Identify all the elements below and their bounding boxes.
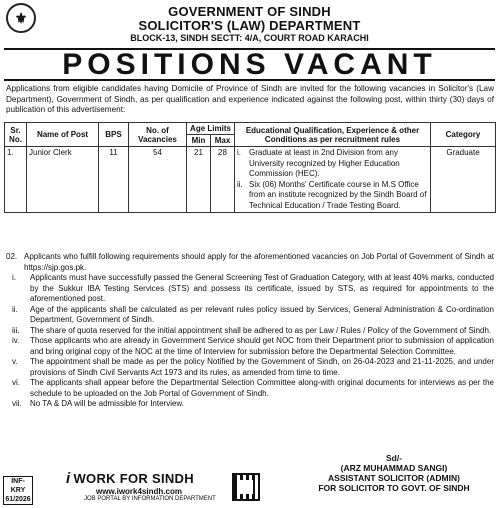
col-header-qualification: Educational Qualification, Experience & other Conditions as per recruitment rules	[235, 123, 431, 147]
list-item-text: Age of the applicants shall be calculated as per relevant rules policy issued by Services, General Administration & Co-ordination Department, Government of Sindh.	[30, 304, 494, 324]
list-item-number: v.	[12, 357, 18, 366]
work-for-sindh-mark: i	[66, 470, 71, 487]
header-line-department: SOLICITOR'S (LAW) DEPARTMENT	[138, 18, 361, 33]
qualification-item	[237, 148, 428, 180]
cell-bps: 11	[99, 147, 129, 213]
work-for-sindh-title: WORK FOR SINDH	[73, 471, 194, 486]
paragraph-number: 02.	[6, 252, 18, 261]
publication-code-line: INF-KRY	[10, 478, 26, 494]
list-item	[6, 357, 494, 378]
list-item	[6, 273, 494, 305]
col-header-vacancies: No. of Vacancies	[129, 123, 187, 147]
list-item	[6, 336, 494, 357]
signature-sd: Sd/-	[385, 453, 403, 463]
col-header-category: Category	[431, 123, 496, 147]
list-item	[6, 326, 494, 337]
list-item-text: Applicants must have successfully passed the General Screening Test of Graduation Category, with at least 40% marks, conducted by the Sukkur IBA Testing Services (STS) and possess its certificate, issued by STS, as required for appointments to the aforementioned post.	[30, 273, 494, 303]
paragraph-text: Applicants who fulfill following requirements should apply for the aforementioned vacancies on Job Portal of Government of Sindh at https://sjp.gos.pk.	[24, 252, 494, 272]
conditions-section	[6, 252, 494, 410]
cell-age-min: 21	[187, 147, 211, 213]
intro-paragraph: Applications from eligible candidates having Domicile of Province of Sindh are invited for the following vacancies in Solicitor's (Law Department), Government of Sindh, as per qualification and experience indicated against the following post, within thirty (30) days of publication of this advertisement:	[6, 84, 494, 114]
qualification-item	[237, 180, 428, 212]
list-item	[6, 399, 494, 410]
publication-code-line: 61/2026	[5, 496, 31, 503]
list-item	[6, 378, 494, 399]
col-header-bps: BPS	[99, 123, 129, 147]
header-line-address: BLOCK-13, SINDH SECTT: 4/A, COURT ROAD KARACHI	[130, 33, 369, 43]
qualification-number: ii.	[237, 179, 243, 189]
list-item-number: iv.	[12, 336, 20, 345]
list-item-text: The share of quota reserved for the initial appointment shall be adhered to as per Law / Rules / Policy of the Government of Sindh.	[30, 325, 492, 335]
list-item-number: i.	[12, 273, 16, 282]
work-for-sindh-wordmark	[66, 470, 246, 487]
government-seal-icon: ⚜	[6, 3, 36, 33]
signatory-for: FOR SOLICITOR TO GOVT. OF SINDH	[318, 483, 470, 493]
list-item-text: The appointment shall be made as per the policy Notified by the Government of Sindh, on 26-04-2023 and 21-11-2025, and under provisions of Sindh Civil Servants Act 1973 and its rules, as amended from time to time.	[30, 357, 494, 377]
qualification-text: Graduate at least in 2nd Division from any University recognized by Higher Education Commission (HEC).	[249, 148, 400, 178]
cell-age-max: 28	[211, 147, 235, 213]
signature-block	[290, 453, 498, 493]
cell-category: Graduate	[431, 147, 496, 213]
work-for-sindh-tagline: JOB PORTAL BY INFORMATION DEPARTMENT	[84, 496, 216, 502]
header-line-government: GOVERNMENT OF SINDH	[168, 4, 331, 19]
list-item-text: No TA & DA will be admissible for Interview.	[30, 399, 184, 408]
positions-vacant-banner: POSITIONS VACANT	[4, 48, 495, 81]
vacancy-table	[4, 122, 496, 213]
col-header-min: Min	[187, 135, 211, 147]
list-item-number: vi.	[12, 378, 20, 387]
list-item-number: ii.	[12, 304, 18, 314]
col-header-post: Name of Post	[27, 123, 99, 147]
qualification-text: Six (06) Months' Certificate course in M.S Office from an institute recognized by the Sindh Board of Technical Education / Trade Testing Board.	[249, 179, 427, 210]
list-item-number: vii.	[12, 399, 22, 408]
list-item-text: Those applicants who are already in Government Service should get NOC from their Department prior to submission of application and bring original copy of the NOC at the time of Interview for submission before the Departmental Selection Committee.	[30, 336, 494, 356]
list-item-text: The applicants shall appear before the Departmental Selection Committee along-with original documents for interviews as per the schedule to be uploaded on the Job Portal of Government of Sindh.	[30, 378, 494, 398]
col-header-max: Max	[211, 135, 235, 147]
work-for-sindh-url: www.iwork4sindh.com	[96, 487, 182, 496]
conditions-lead	[6, 252, 494, 273]
col-header-sr: Sr. No.	[5, 123, 27, 147]
table-row	[5, 147, 496, 213]
qr-code-icon	[232, 473, 260, 501]
list-item	[6, 305, 494, 326]
signatory-title: ASSISTANT SOLICITOR (ADMIN)	[328, 473, 460, 483]
work-for-sindh-logo	[66, 470, 246, 502]
cell-post: Junior Clerk	[27, 147, 99, 213]
list-item-number: iii.	[12, 325, 20, 335]
col-header-age: Age Limits	[187, 123, 235, 135]
qualification-number: i.	[237, 148, 241, 157]
signatory-name: (ARZ MUHAMMAD SANGI)	[340, 463, 448, 473]
cell-vacancies: 54	[129, 147, 187, 213]
cell-sr: 1.	[5, 147, 27, 213]
cell-qualification	[235, 147, 431, 213]
publication-code	[3, 476, 33, 505]
